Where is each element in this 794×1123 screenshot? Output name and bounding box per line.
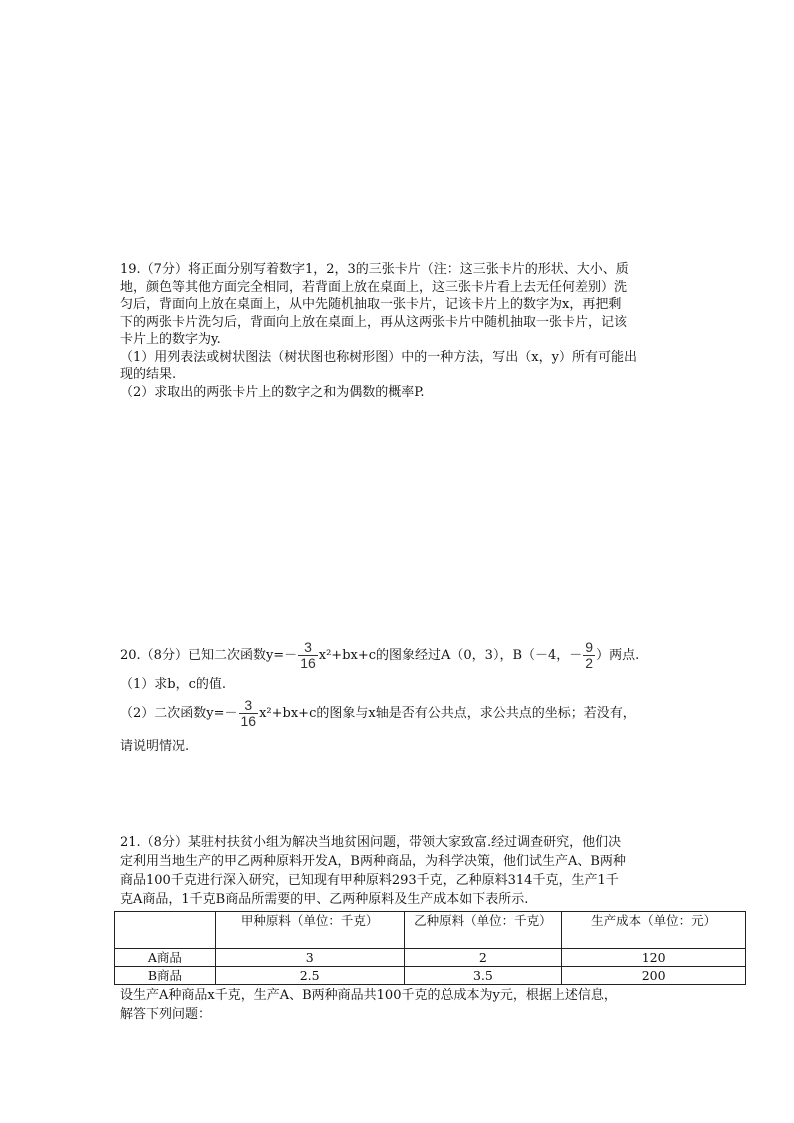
q20-part-2-fraction-3-16 xyxy=(239,698,259,729)
table-cell: B商品 xyxy=(115,967,216,985)
q20-part-2-line-1 xyxy=(120,696,680,732)
fraction-numerator: 3 xyxy=(239,698,259,714)
q20-part-1: （1）求b，c的值. xyxy=(120,677,227,692)
question-20 xyxy=(120,638,680,758)
q20-fraction-3-16 xyxy=(298,640,318,671)
materials-cost-table xyxy=(114,911,746,985)
question-21-continued xyxy=(120,986,680,1024)
q19-line-3: 匀后，背面向上放在桌面上，从中先随机抽取一张卡片，记该卡片上的数字为x，再把剩 xyxy=(120,297,622,312)
table-cell: A商品 xyxy=(115,949,216,967)
table-header-cell: 生产成本（单位：元） xyxy=(562,912,746,949)
q20-stem-post: ）两点. xyxy=(596,648,640,663)
q19-part-2: （2）求取出的两张卡片上的数字之和为偶数的概率P. xyxy=(120,384,425,400)
table-header-cell xyxy=(115,912,216,949)
table-header-row xyxy=(115,912,746,949)
q19-line-5: 卡片上的数字为y. xyxy=(120,332,221,347)
table-header-cell: 甲种原料（单位：千克） xyxy=(215,912,404,949)
question-21 xyxy=(120,833,680,909)
q20-part-2-line-2: 请说明情况. xyxy=(120,739,190,754)
fraction-denominator: 2 xyxy=(585,655,594,671)
table-header-cell: 乙种原料（单位：千克） xyxy=(404,912,562,949)
table-cell: 2 xyxy=(404,949,562,967)
fraction-denominator: 16 xyxy=(300,655,316,671)
table-cell: 200 xyxy=(562,967,746,985)
q21-after-table-line-2: 解答下列问题： xyxy=(120,1007,212,1022)
q20-part-2-pre: （2）二次函数y=－ xyxy=(120,706,238,721)
q20-part-2-post: x²+bx+c的图象与x轴是否有公共点，求公共点的坐标；若没有， xyxy=(259,706,636,721)
q19-part-1-line-1: （1）用列表法或树状图法（树状图也称树形图）中的一种方法，写出（x，y）所有可能出 xyxy=(120,349,637,365)
q19-part-1-line-2: 现的结果. xyxy=(120,367,177,382)
q19-line-4: 下的两张卡片洗匀后，背面向上放在桌面上，再从这两张卡片中随机抽取一张卡片，记该 xyxy=(120,314,628,330)
q20-stem-mid: x²+bx+c的图象经过A（0，3），B（－4，－ xyxy=(318,648,583,663)
q19-line-2: 地，颜色等其他方面完全相同，若背面上放在桌面上，这三张卡片看上去无任何差别）洗 xyxy=(120,279,628,295)
table-cell: 120 xyxy=(562,949,746,967)
q21-line-2: 定利用当地生产的甲乙两种原料开发A，B两种商品，为科学决策，他们试生产A、B两种 xyxy=(120,854,626,869)
fraction-denominator: 16 xyxy=(240,713,257,729)
q20-fraction-9-2 xyxy=(583,640,595,671)
q21-line-4: 克A商品，1千克B商品所需要的甲、乙两种原料及生产成本如下表所示. xyxy=(120,892,529,907)
fraction-numerator: 9 xyxy=(585,639,594,655)
q21-line-1: 21.（8分）某驻村扶贫小组为解决当地贫困问题，带领大家致富.经过调查研究，他们决 xyxy=(120,835,622,850)
q21-line-3: 商品100千克进行深入研究，已知现有甲种原料293千克，乙种原料314千克，生产1千 xyxy=(120,873,619,888)
table-row xyxy=(115,949,746,967)
fraction-numerator: 3 xyxy=(298,640,318,656)
table-row xyxy=(115,967,746,985)
q19-line-1: 19.（7分）将正面分别写着数字1，2，3的三张卡片（注：这三张卡片的形状、大小、质 xyxy=(120,262,629,277)
table-cell: 3.5 xyxy=(404,967,562,985)
table-cell: 2.5 xyxy=(215,967,404,985)
q20-line-1 xyxy=(120,638,680,674)
table-cell: 3 xyxy=(215,949,404,967)
q20-stem-pre: 20.（8分）已知二次函数y=－ xyxy=(120,648,298,663)
question-19 xyxy=(120,261,680,401)
q21-after-table-line-1: 设生产A种商品x千克，生产A、B两种商品共100千克的总成本为y元，根据上述信息， xyxy=(120,988,617,1003)
